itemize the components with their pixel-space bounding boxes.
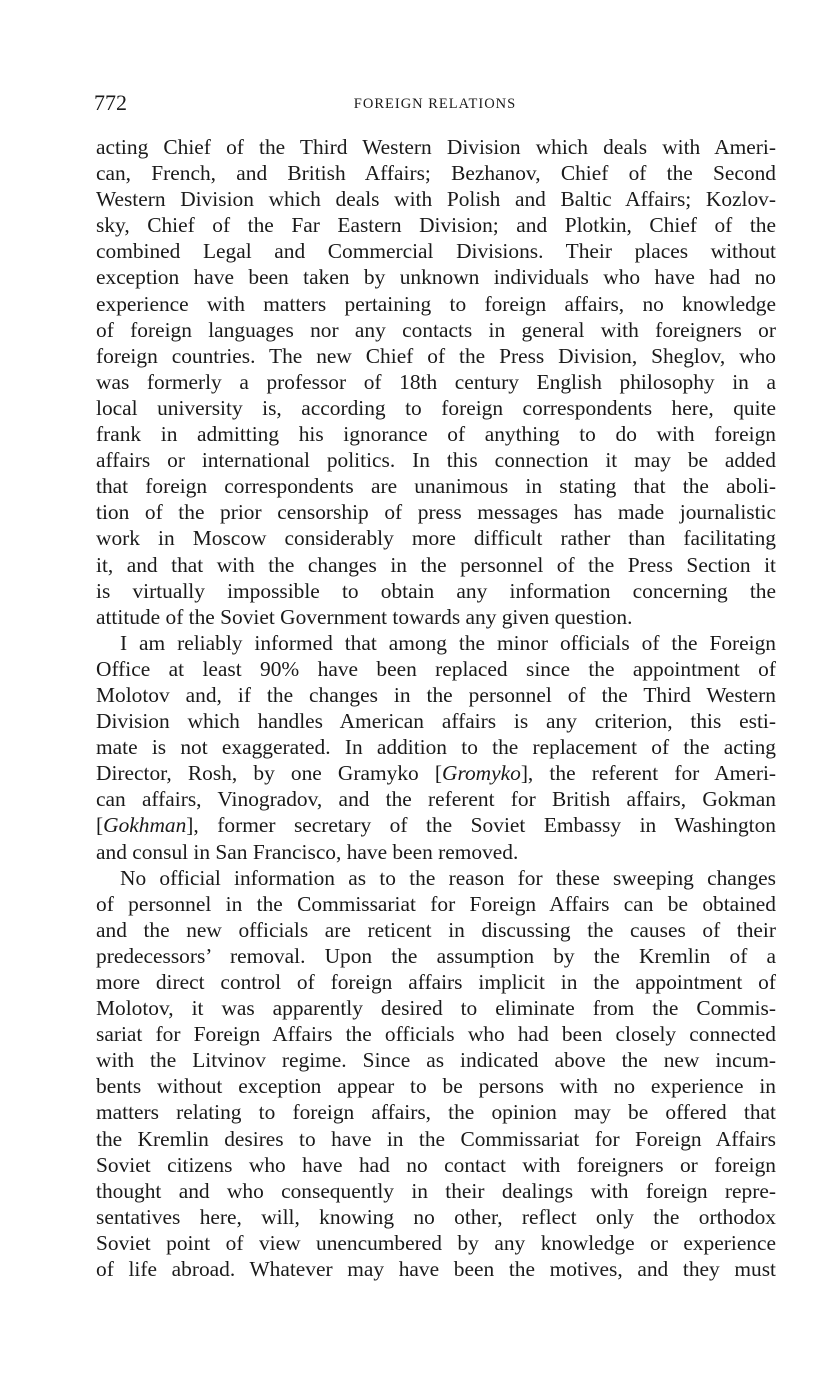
text-line: I am reliably informed that among the minor officials of the Foreign: [120, 630, 776, 655]
text-line: combined Legal and Commercial Divisions. Their places without: [96, 239, 776, 264]
text-line: Molotov and, if the changes in the personnel of the Third Western: [96, 682, 776, 707]
text-line: experience with matters pertaining to foreign affairs, no knowledge: [96, 291, 776, 316]
text-line: sariat for Foreign Affairs the officials who had been closely connected: [96, 1022, 776, 1047]
text-line: more direct control of foreign affairs implicit in the appointment of: [96, 970, 776, 994]
text-line: of foreign languages nor any contacts in general with foreigners or: [96, 317, 776, 342]
text-line: can, French, and British Affairs; Bezhanov, Chief of the Second: [96, 161, 776, 186]
text-line: it, and that with the changes in the personnel of the Press Section it: [96, 552, 776, 577]
body-text: [96, 134, 776, 1282]
paragraph-1: [96, 134, 776, 630]
paragraph-2: [96, 630, 776, 865]
text-line: with the Litvinov regime. Since as indicated above the new incum-: [96, 1048, 776, 1073]
text-line: the Kremlin desires to have in the Commissariat for Foreign Affairs: [96, 1126, 776, 1151]
running-head: FOREIGN RELATIONS: [353, 96, 517, 112]
text-line: tion of the prior censorship of press messages has made journalistic: [96, 500, 776, 525]
text-line: Molotov, it was apparently desired to eliminate from the Commis-: [96, 996, 776, 1021]
text-line: is virtually impossible to obtain any information concerning the: [96, 578, 776, 603]
text-line: local university is, according to foreign correspondents here, quite: [96, 395, 776, 420]
text-line: thought and who consequently in their dealings with foreign repre-: [96, 1178, 776, 1203]
text-line: acting Chief of the Third Western Division which deals with Ameri-: [96, 135, 776, 159]
page-number: 772: [94, 90, 127, 115]
text-line: Soviet point of view unencumbered by any knowledge or experience: [96, 1230, 776, 1255]
text-line: that foreign correspondents are unanimous in stating that the aboli-: [96, 474, 776, 499]
text-line: frank in admitting his ignorance of anything to do with foreign: [96, 422, 776, 447]
text-line: and the new officials are reticent in discussing the causes of their: [96, 917, 776, 942]
text-line: Director, Rosh, by one Gramyko [Gromyko], the referent for Ameri-: [96, 761, 777, 786]
text-line: attitude of the Soviet Government towards any given question.: [96, 604, 633, 629]
text-line: [Gokhman], former secretary of the Soviet Embassy in Washington: [96, 813, 776, 838]
text-line: affairs or international politics. In this connection it may be added: [96, 448, 776, 473]
text-line: predecessors’ removal. Upon the assumption by the Kremlin of a: [96, 943, 776, 968]
text-line: sentatives here, will, knowing no other, reflect only the orthodox: [96, 1204, 776, 1229]
text-line: exception have been taken by unknown individuals who have had no: [96, 265, 776, 290]
text-line: foreign countries. The new Chief of the Press Division, Sheglov, who: [96, 343, 776, 368]
text-line: No official information as to the reason for these sweeping changes: [120, 865, 776, 890]
page-header: [94, 90, 776, 120]
text-line: can affairs, Vinogradov, and the referent for British affairs, Gokman: [96, 787, 776, 812]
text-line: work in Moscow considerably more difficult rather than facilitating: [96, 526, 776, 551]
text-line: sky, Chief of the Far Eastern Division; and Plotkin, Chief of the: [96, 213, 776, 238]
text-line: matters relating to foreign affairs, the opinion may be offered that: [96, 1100, 776, 1125]
text-line: bents without exception appear to be persons with no experience in: [96, 1074, 776, 1099]
text-line: and consul in San Francisco, have been removed.: [96, 839, 519, 864]
text-line: of life abroad. Whatever may have been the motives, and they must: [96, 1257, 776, 1282]
text-line: Soviet citizens who have had no contact with foreigners or foreign: [96, 1152, 776, 1177]
paragraph-3: [96, 865, 776, 1283]
text-line: of personnel in the Commissariat for Foreign Affairs can be obtained: [96, 891, 776, 916]
text-line: Division which handles American affairs is any criterion, this esti-: [96, 709, 776, 734]
text-line: was formerly a professor of 18th century English philosophy in a: [96, 369, 776, 394]
text-line: Western Division which deals with Polish and Baltic Affairs; Kozlov-: [96, 187, 776, 212]
text-line: mate is not exaggerated. In addition to the replacement of the acting: [96, 735, 776, 760]
text-line: Office at least 90% have been replaced since the appointment of: [96, 656, 776, 681]
